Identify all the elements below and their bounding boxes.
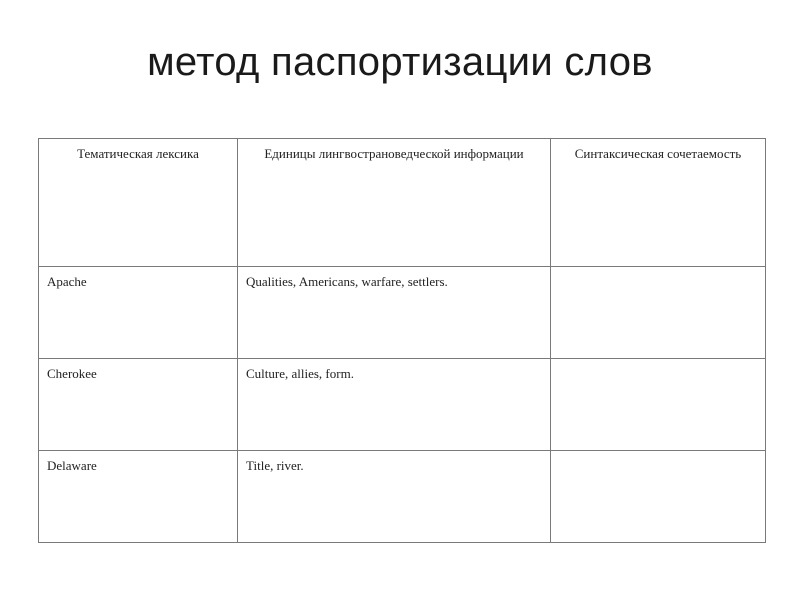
cell-cultural-info: Qualities, Americans, warfare, settlers. <box>238 267 551 359</box>
table-row <box>39 267 766 359</box>
word-passport-table <box>38 138 766 543</box>
cell-word: Apache <box>39 267 238 359</box>
slide-title: метод паспортизации слов <box>147 40 653 84</box>
cell-word: Cherokee <box>39 359 238 451</box>
cell-word: Delaware <box>39 451 238 543</box>
cell-syntactic <box>551 451 766 543</box>
header-cultural-info-units: Единицы лингвострановедческой информации <box>238 139 551 267</box>
cell-cultural-info: Culture, allies, form. <box>238 359 551 451</box>
header-syntactic-compatibility: Синтаксическая сочетаемость <box>551 139 766 267</box>
table-header-row <box>39 139 766 267</box>
cell-syntactic <box>551 359 766 451</box>
cell-syntactic <box>551 267 766 359</box>
table-row <box>39 359 766 451</box>
cell-cultural-info: Title, river. <box>238 451 551 543</box>
table-row <box>39 451 766 543</box>
header-thematic-vocabulary: Тематическая лексика <box>39 139 238 267</box>
